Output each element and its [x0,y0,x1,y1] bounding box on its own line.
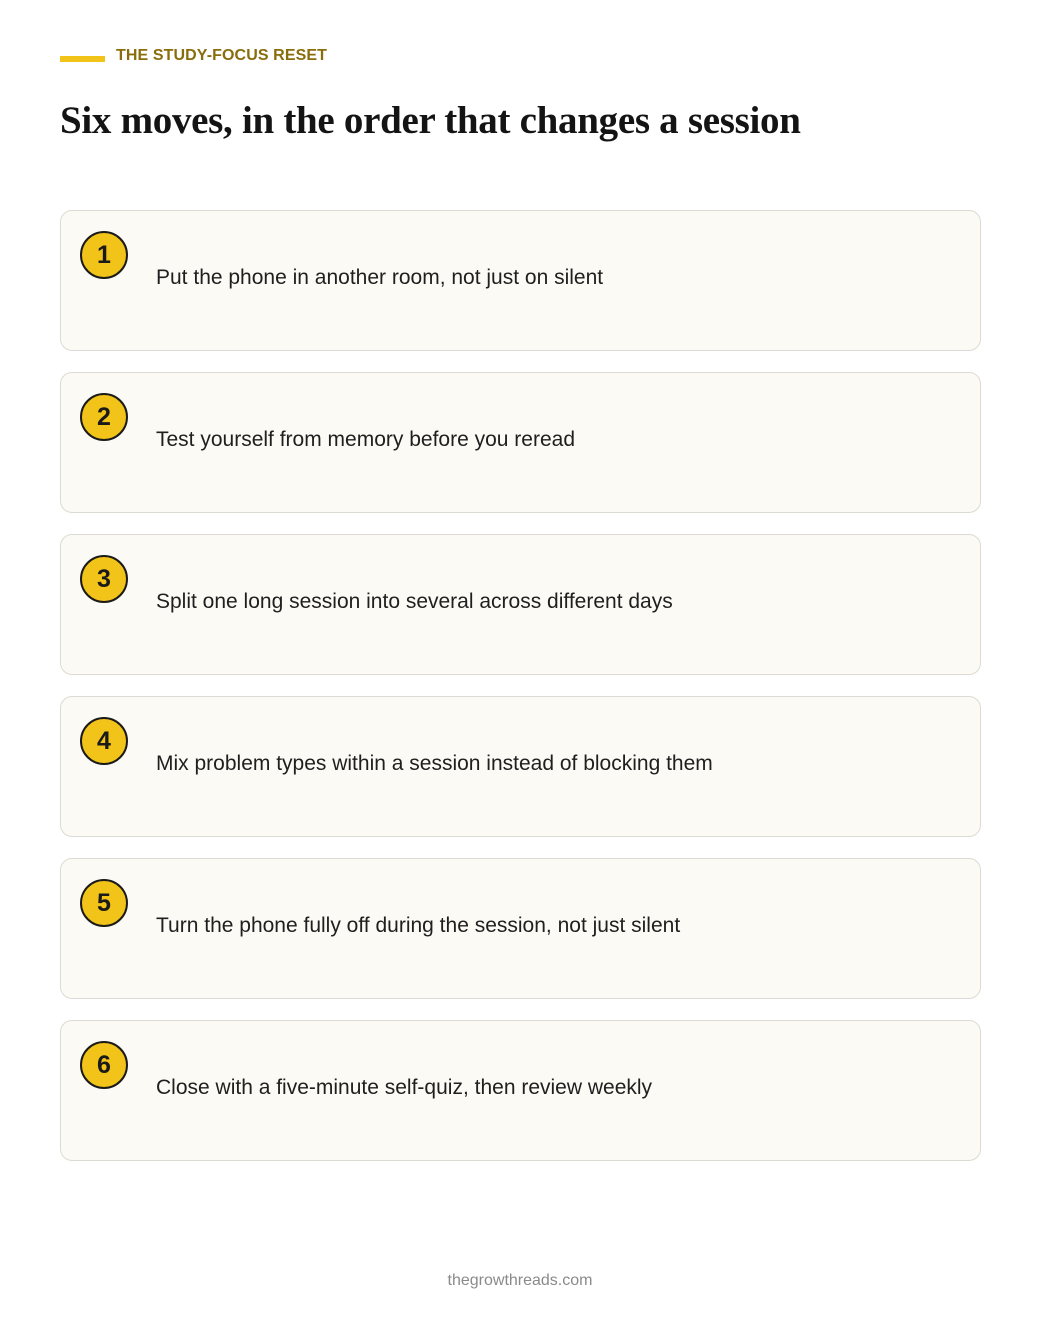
eyebrow [60,46,327,66]
step-number-badge: 4 [80,717,128,765]
step-text: Put the phone in another room, not just on silent [156,266,604,289]
step-text: Test yourself from memory before you reread [156,428,575,451]
step-text: Split one long session into several across different days [156,590,673,613]
eyebrow-label: THE STUDY-FOCUS RESET [116,47,328,64]
step-text: Mix problem types within a session instead of blocking them [156,752,713,775]
accent-bar [60,56,105,62]
footer-site-url: thegrowthreads.com [447,1272,593,1289]
step-number-badge: 6 [80,1041,128,1089]
step-card-6 [60,1020,981,1161]
step-number-badge: 2 [80,393,128,441]
step-text: Turn the phone fully off during the session, not just silent [156,914,681,937]
page-title: Six moves, in the order that changes a session [60,99,801,142]
step-card-1 [60,210,981,351]
step-card-3 [60,534,981,675]
step-card-4 [60,696,981,837]
step-number-badge: 3 [80,555,128,603]
steps-list [60,210,981,1182]
step-card-2 [60,372,981,513]
step-number-badge: 1 [80,231,128,279]
step-number-badge: 5 [80,879,128,927]
step-card-5 [60,858,981,999]
step-text: Close with a five-minute self-quiz, then review weekly [156,1076,653,1099]
